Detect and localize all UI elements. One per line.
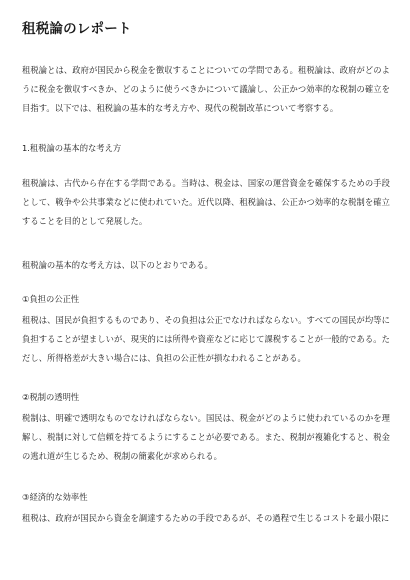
point-1-heading: ①負担の公正性 — [22, 294, 80, 304]
intro-paragraph: 租税論とは、政府が国民から税金を徴収することについての学問である。租税論は、政府がどのように税金を徴収すべきか、どのように使うべきかについて議論し、公正かつ効率的な税制の確立を目指す。以下では、租税論の基本的な考え方や、現代の税制改革について考察する。 — [22, 65, 390, 114]
point-3-paragraph: 租税は、政府が国民から資金を調達するための手段であるが、その過程で生じるコストを最小限に — [22, 513, 390, 523]
section-1-heading: 1.租税論の基本的な考え方 — [22, 143, 122, 153]
section-1-paragraph: 租税論は、古代から存在する学問である。当時は、税金は、国家の運営資金を確保するための手段として、戦争や公共事業などに使われていた。近代以降、租税論は、公正かつ効率的な税制を確立することを目的として発展した。 — [22, 178, 390, 227]
point-2-paragraph: 税制は、明確で透明なものでなければならない。国民は、税金がどのように使われているのかを理解し、税制に対して信頼を持てるようにすることが必要である。また、税制が複雑化すると、税金の逃れ道が生じるため、税制の簡素化が求められる。 — [22, 413, 390, 462]
point-2-heading: ②税制の透明性 — [22, 392, 80, 402]
point-1-paragraph: 租税は、国民が負担するものであり、その負担は公正でなければならない。すべての国民が均等に負担することが望ましいが、現実的には所得や資産などに応じて課税することが一般的である。ただし、所得格差が大きい場合には、負担の公正性が損なわれることがある。 — [22, 315, 390, 364]
basic-ideas-intro: 租税論の基本的な考え方は、以下のとおりである。 — [22, 260, 213, 270]
document-title: 租税論のレポート — [22, 21, 132, 37]
point-3-heading: ③経済的な効率性 — [22, 492, 88, 502]
